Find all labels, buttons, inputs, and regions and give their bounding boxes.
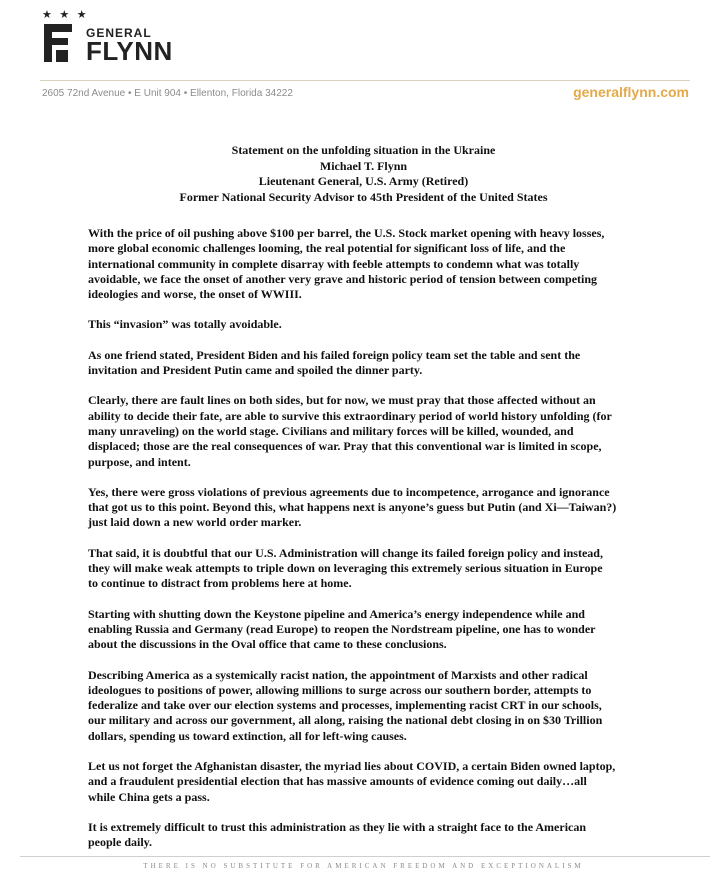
statement-heading bbox=[0, 143, 727, 205]
paragraph-line: that got us to this point. Beyond this, what happens next is anyone’s guess but Putin (and Xi—Taiwan?) bbox=[88, 500, 617, 515]
paragraph bbox=[88, 317, 668, 332]
paragraph-line: invitation and President Putin came and spoiled the dinner party. bbox=[88, 363, 423, 378]
paragraph bbox=[88, 348, 668, 379]
paragraph-line: just laid down a new world order marker. bbox=[88, 515, 302, 530]
paragraph-line: Clearly, there are fault lines on both sides, but for now, we must pray that those affected without an bbox=[88, 393, 596, 408]
f-monogram-icon bbox=[42, 22, 76, 64]
paragraph-line: Describing America as a systemically racist nation, the appointment of Marxists and other radical bbox=[88, 667, 588, 682]
paragraph bbox=[88, 607, 668, 653]
paragraph-line: to continue to distract from problems here at home. bbox=[88, 576, 352, 591]
paragraph bbox=[88, 668, 668, 744]
paragraph-line: That said, it is doubtful that our U.S. Administration will change its failed foreign policy and instead, bbox=[88, 545, 603, 560]
paragraph-line: purpose, and intent. bbox=[88, 454, 191, 469]
author-name: Michael T. Flynn bbox=[319, 158, 408, 173]
paragraph-line: about the discussions in the Oval office that came to these conclusions. bbox=[88, 637, 447, 652]
paragraph-line: ideologues to positions of power, allowing millions to surge across our southern border, attempts to bbox=[88, 682, 592, 697]
paragraph-line: ideologies and worse, the onset of WWIII. bbox=[88, 287, 302, 302]
paragraph-line: displaced; those are the real consequences of war. Pray that this conventional war is limited in scope, bbox=[88, 439, 602, 454]
website-link[interactable]: generalflynn.com bbox=[573, 84, 689, 100]
paragraph-line: dollars, spending us toward extinction, all for left-wing causes. bbox=[88, 728, 407, 743]
paragraph bbox=[88, 759, 668, 805]
paragraph-line: ability to decide their fate, are able to survive this extraordinary period of world history unfolding (for bbox=[88, 408, 612, 423]
address: 2605 72nd Avenue • E Unit 904 • Ellenton, Florida 34222 bbox=[42, 88, 293, 99]
paragraph-line: Yes, there were gross violations of previous agreements due to incompetence, arrogance and ignorance bbox=[88, 484, 610, 499]
brand-name-top: GENERAL bbox=[86, 26, 152, 40]
letterhead-divider bbox=[40, 80, 690, 81]
paragraph-line: international community in complete disarray with feeble attempts to condemn what was totally bbox=[88, 256, 580, 271]
letterhead bbox=[0, 0, 727, 110]
paragraph bbox=[88, 485, 668, 531]
paragraph-line: they will make weak attempts to triple down on leveraging this extremely serious situation in Europe bbox=[88, 561, 603, 576]
paragraph bbox=[88, 546, 668, 592]
paragraph-line: Starting with shutting down the Keystone pipeline and America’s energy independence while and bbox=[88, 606, 585, 621]
paragraph-line: while China gets a pass. bbox=[88, 789, 210, 804]
footer-tagline: THERE IS NO SUBSTITUTE FOR AMERICAN FREEDOM AND EXCEPTIONALISM bbox=[143, 862, 584, 870]
paragraph-line: more global economic challenges looming, the real potential for significant loss of life, and the bbox=[88, 241, 566, 256]
paragraph-line: avoidable, we face the onset of another very grave and historic period of tension between competing bbox=[88, 271, 598, 286]
paragraph-line: This “invasion” was totally avoidable. bbox=[88, 317, 282, 332]
paragraph-line: people daily. bbox=[88, 835, 153, 850]
paragraph-line: and a fraudulent presidential election that has massive amounts of evidence coming out daily…all bbox=[88, 774, 587, 789]
paragraph-line: With the price of oil pushing above $100 per barrel, the U.S. Stock market opening with heavy losses, bbox=[88, 226, 605, 240]
brand-name-bottom: FLYNN bbox=[86, 36, 173, 66]
author-role: Former National Security Advisor to 45th President of the United States bbox=[179, 189, 548, 204]
paragraph-line: many unraveling) on the world stage. Civilians and military forces will be killed, wounded, and bbox=[88, 423, 574, 438]
paragraph bbox=[88, 226, 668, 302]
paragraph-line: It is extremely difficult to trust this administration as they lie with a straight face to the American bbox=[88, 819, 587, 834]
statement-title: Statement on the unfolding situation in the Ukraine bbox=[231, 143, 496, 157]
statement-body bbox=[88, 226, 668, 866]
paragraph-line: our military and across our government, all along, raising the national debt closing in on $30 Trillion bbox=[88, 713, 603, 728]
footer-divider bbox=[20, 856, 710, 857]
stars-icon: ★ ★ ★ bbox=[42, 8, 89, 21]
author-rank: Lieutenant General, U.S. Army (Retired) bbox=[258, 174, 469, 188]
paragraph-line: As one friend stated, President Biden and his failed foreign policy team set the table and sent the bbox=[88, 347, 581, 362]
paragraph bbox=[88, 393, 668, 469]
paragraph-line: enabling Russia and Germany (read Europe) to reopen the Nordstream pipeline, one has to wonder bbox=[88, 621, 596, 636]
paragraph-line: Let us not forget the Afghanistan disaster, the myriad lies about COVID, a certain Biden owned laptop, bbox=[88, 759, 616, 774]
paragraph bbox=[88, 820, 668, 851]
paragraph-line: federalize and take over our election systems and processes, implementing racist CRT in our schools, bbox=[88, 698, 602, 713]
